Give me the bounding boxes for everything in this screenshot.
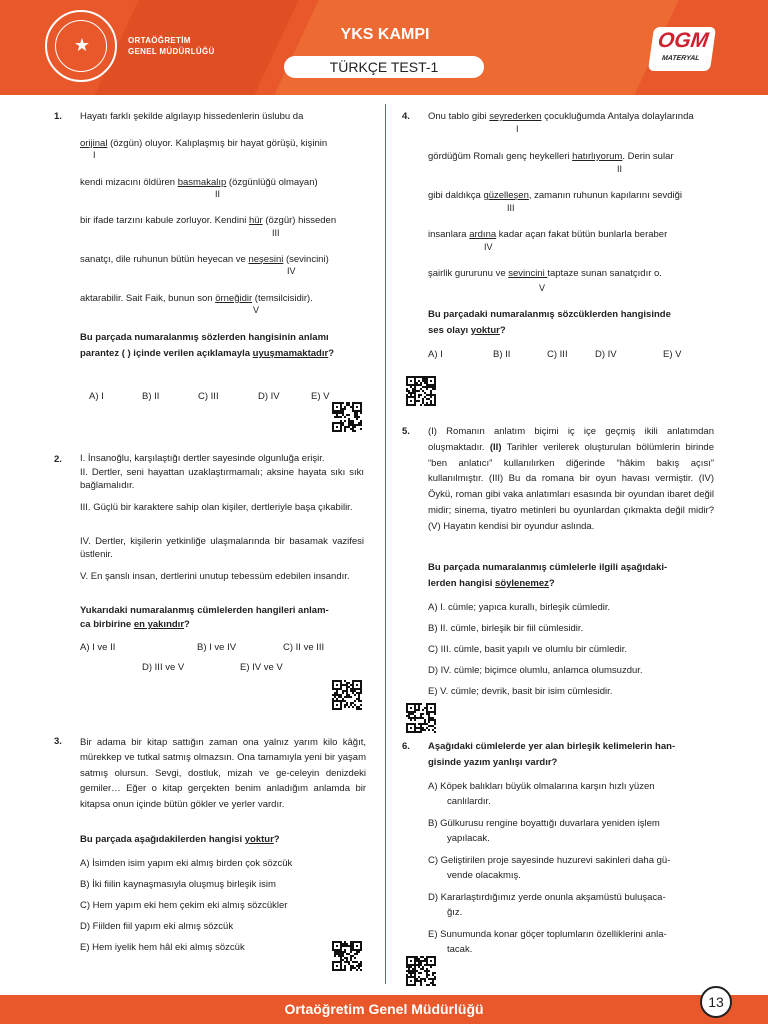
option-a[interactable]: A) İsimden isim yapım eki almış birden çok sözcük bbox=[80, 858, 293, 869]
option-d[interactable]: D) IV bbox=[258, 391, 280, 402]
ministry-seal-logo: ★ bbox=[45, 10, 117, 82]
question-stem: Aşağıdaki cümlelerde yer alan birleşik kelimelerin han- bbox=[428, 741, 676, 752]
option-e[interactable]: E) Hem iyelik hem hâl eki almış sözcük bbox=[80, 942, 245, 953]
page-number: 13 bbox=[700, 986, 732, 1018]
qr-code-icon[interactable] bbox=[406, 703, 436, 733]
question-stem: ca birbirine en yakındır? bbox=[80, 619, 190, 630]
option-c[interactable]: C) III bbox=[198, 391, 219, 402]
option-c[interactable]: C) III bbox=[547, 349, 568, 360]
qr-code-icon[interactable] bbox=[332, 941, 362, 971]
question-number: 6. bbox=[402, 741, 410, 752]
page-title: YKS KAMPI bbox=[340, 26, 430, 43]
option-b[interactable]: B) I ve IV bbox=[197, 642, 237, 653]
question-stem: lerden hangisi söylenemez? bbox=[428, 578, 555, 589]
option-a[interactable]: A) I. cümle; yapıca kurallı, birleşik cümledir. bbox=[428, 602, 611, 613]
option-e[interactable]: E) V bbox=[663, 349, 682, 360]
option-a[interactable]: A) I bbox=[428, 349, 443, 360]
column-divider bbox=[385, 104, 386, 984]
qr-code-icon[interactable] bbox=[406, 956, 436, 986]
question-stem: Bu parçada numaralanmış sözlerden hangisinin anlamı bbox=[80, 332, 329, 343]
question-number: 2. bbox=[54, 454, 62, 465]
passage: (I) Romanın anlatım biçimi iç içe geçmiş ikili anlatımdan oluşmaktadır. (II) Tarihler verilerek oluşturulan bölümlerin birinde “ben anlatıcı” kullanılırken diğerinde “hâkim bakış açısı” kullanılmıştır. (III) Bu da romana bir oyun havası vermiştir. (IV) Öykü, roman gibi vaka anlatımları esasında bir oyundan ibaret değil midir; sinema, tiyatro metinleri bu oyunlardan çıkmakta değil midir? (V) Hayatın kendisi bir oyundur aslında. bbox=[428, 426, 714, 532]
passage: Bir adama bir kitap sattığın zaman ona yalnız yarım kilo kâğıt, mürekkep ve tutkal satmış olmazsın. Ona tamamıyla yeni bir yaşam satmış olursun. Sevgi, dostluk, mizah ve ge-celeyin denizdeki gemiler… Eğer o kitap gerçekten benim anladığım anlamda bir kitapsa onun içinde bütün gökler ve yerler vardır. bbox=[80, 737, 366, 810]
header-decoration bbox=[263, 0, 698, 95]
question-stem: parantez ( ) içinde verilen açıklamayla uyuşmamaktadır? bbox=[80, 348, 334, 359]
test-title: TÜRKÇE TEST-1 bbox=[284, 56, 484, 78]
option-d[interactable]: D) IV. cümle; biçimce olumlu, anlamca olumsuzdur. bbox=[428, 665, 643, 676]
option-b[interactable]: B) II bbox=[142, 391, 160, 402]
organization-name: ORTAÖĞRETİM GENEL MÜDÜRLÜĞÜ bbox=[128, 36, 215, 56]
option-b[interactable]: B) İki fiilin kaynaşmasıyla oluşmuş birleşik isim bbox=[80, 879, 276, 890]
option-e[interactable]: E) IV ve V bbox=[240, 662, 283, 673]
option-d[interactable]: D) Fiilden fiil yapım eki almış sözcük bbox=[80, 921, 234, 932]
footer-title: Ortaöğretim Genel Müdürlüğü bbox=[284, 1001, 484, 1017]
question-stem: ses olayı yoktur? bbox=[428, 325, 506, 336]
question-stem: Bu parçada aşağıdakilerden hangisi yoktur? bbox=[80, 834, 280, 845]
option-c[interactable]: C) II ve III bbox=[283, 642, 325, 653]
option-d[interactable]: D) IV bbox=[595, 349, 617, 360]
question-stem: Bu parçadaki numaralanmış sözcüklerden hangisinde bbox=[428, 309, 671, 320]
question-number: 5. bbox=[402, 426, 410, 437]
option-a[interactable]: A) I bbox=[89, 391, 104, 402]
question-stem: gisinde yazım yanlışı vardır? bbox=[428, 757, 558, 768]
option-a[interactable]: A) I ve II bbox=[80, 642, 116, 653]
question-stem: Yukarıdaki numaralanmış cümlelerden hangileri anlam- bbox=[80, 605, 329, 616]
option-e[interactable]: E) V bbox=[311, 391, 330, 402]
question-number: 1. bbox=[54, 111, 62, 122]
option-e[interactable]: E) V. cümle; devrik, basit bir isim cümlesidir. bbox=[428, 686, 613, 697]
qr-code-icon[interactable] bbox=[332, 402, 362, 432]
option-d[interactable]: D) III ve V bbox=[142, 662, 185, 673]
question-number: 3. bbox=[54, 736, 62, 747]
qr-code-icon[interactable] bbox=[406, 376, 436, 406]
question-number: 4. bbox=[402, 111, 410, 122]
option-b[interactable]: B) II bbox=[493, 349, 511, 360]
option-b[interactable]: B) II. cümle, birleşik bir fiil cümlesidir. bbox=[428, 623, 584, 634]
option-c[interactable]: C) Hem yapım eki hem çekim eki almış sözcükler bbox=[80, 900, 288, 911]
page-header bbox=[0, 0, 768, 95]
page-footer bbox=[0, 995, 768, 1024]
ogm-materyal-logo: OGM MATERYAL bbox=[648, 27, 716, 71]
qr-code-icon[interactable] bbox=[332, 680, 362, 710]
option-c[interactable]: C) III. cümle, basit yapılı ve olumlu bir cümledir. bbox=[428, 644, 628, 655]
question-stem: Bu parçada numaralanmış cümlelerle ilgili aşağıdaki- bbox=[428, 562, 668, 573]
